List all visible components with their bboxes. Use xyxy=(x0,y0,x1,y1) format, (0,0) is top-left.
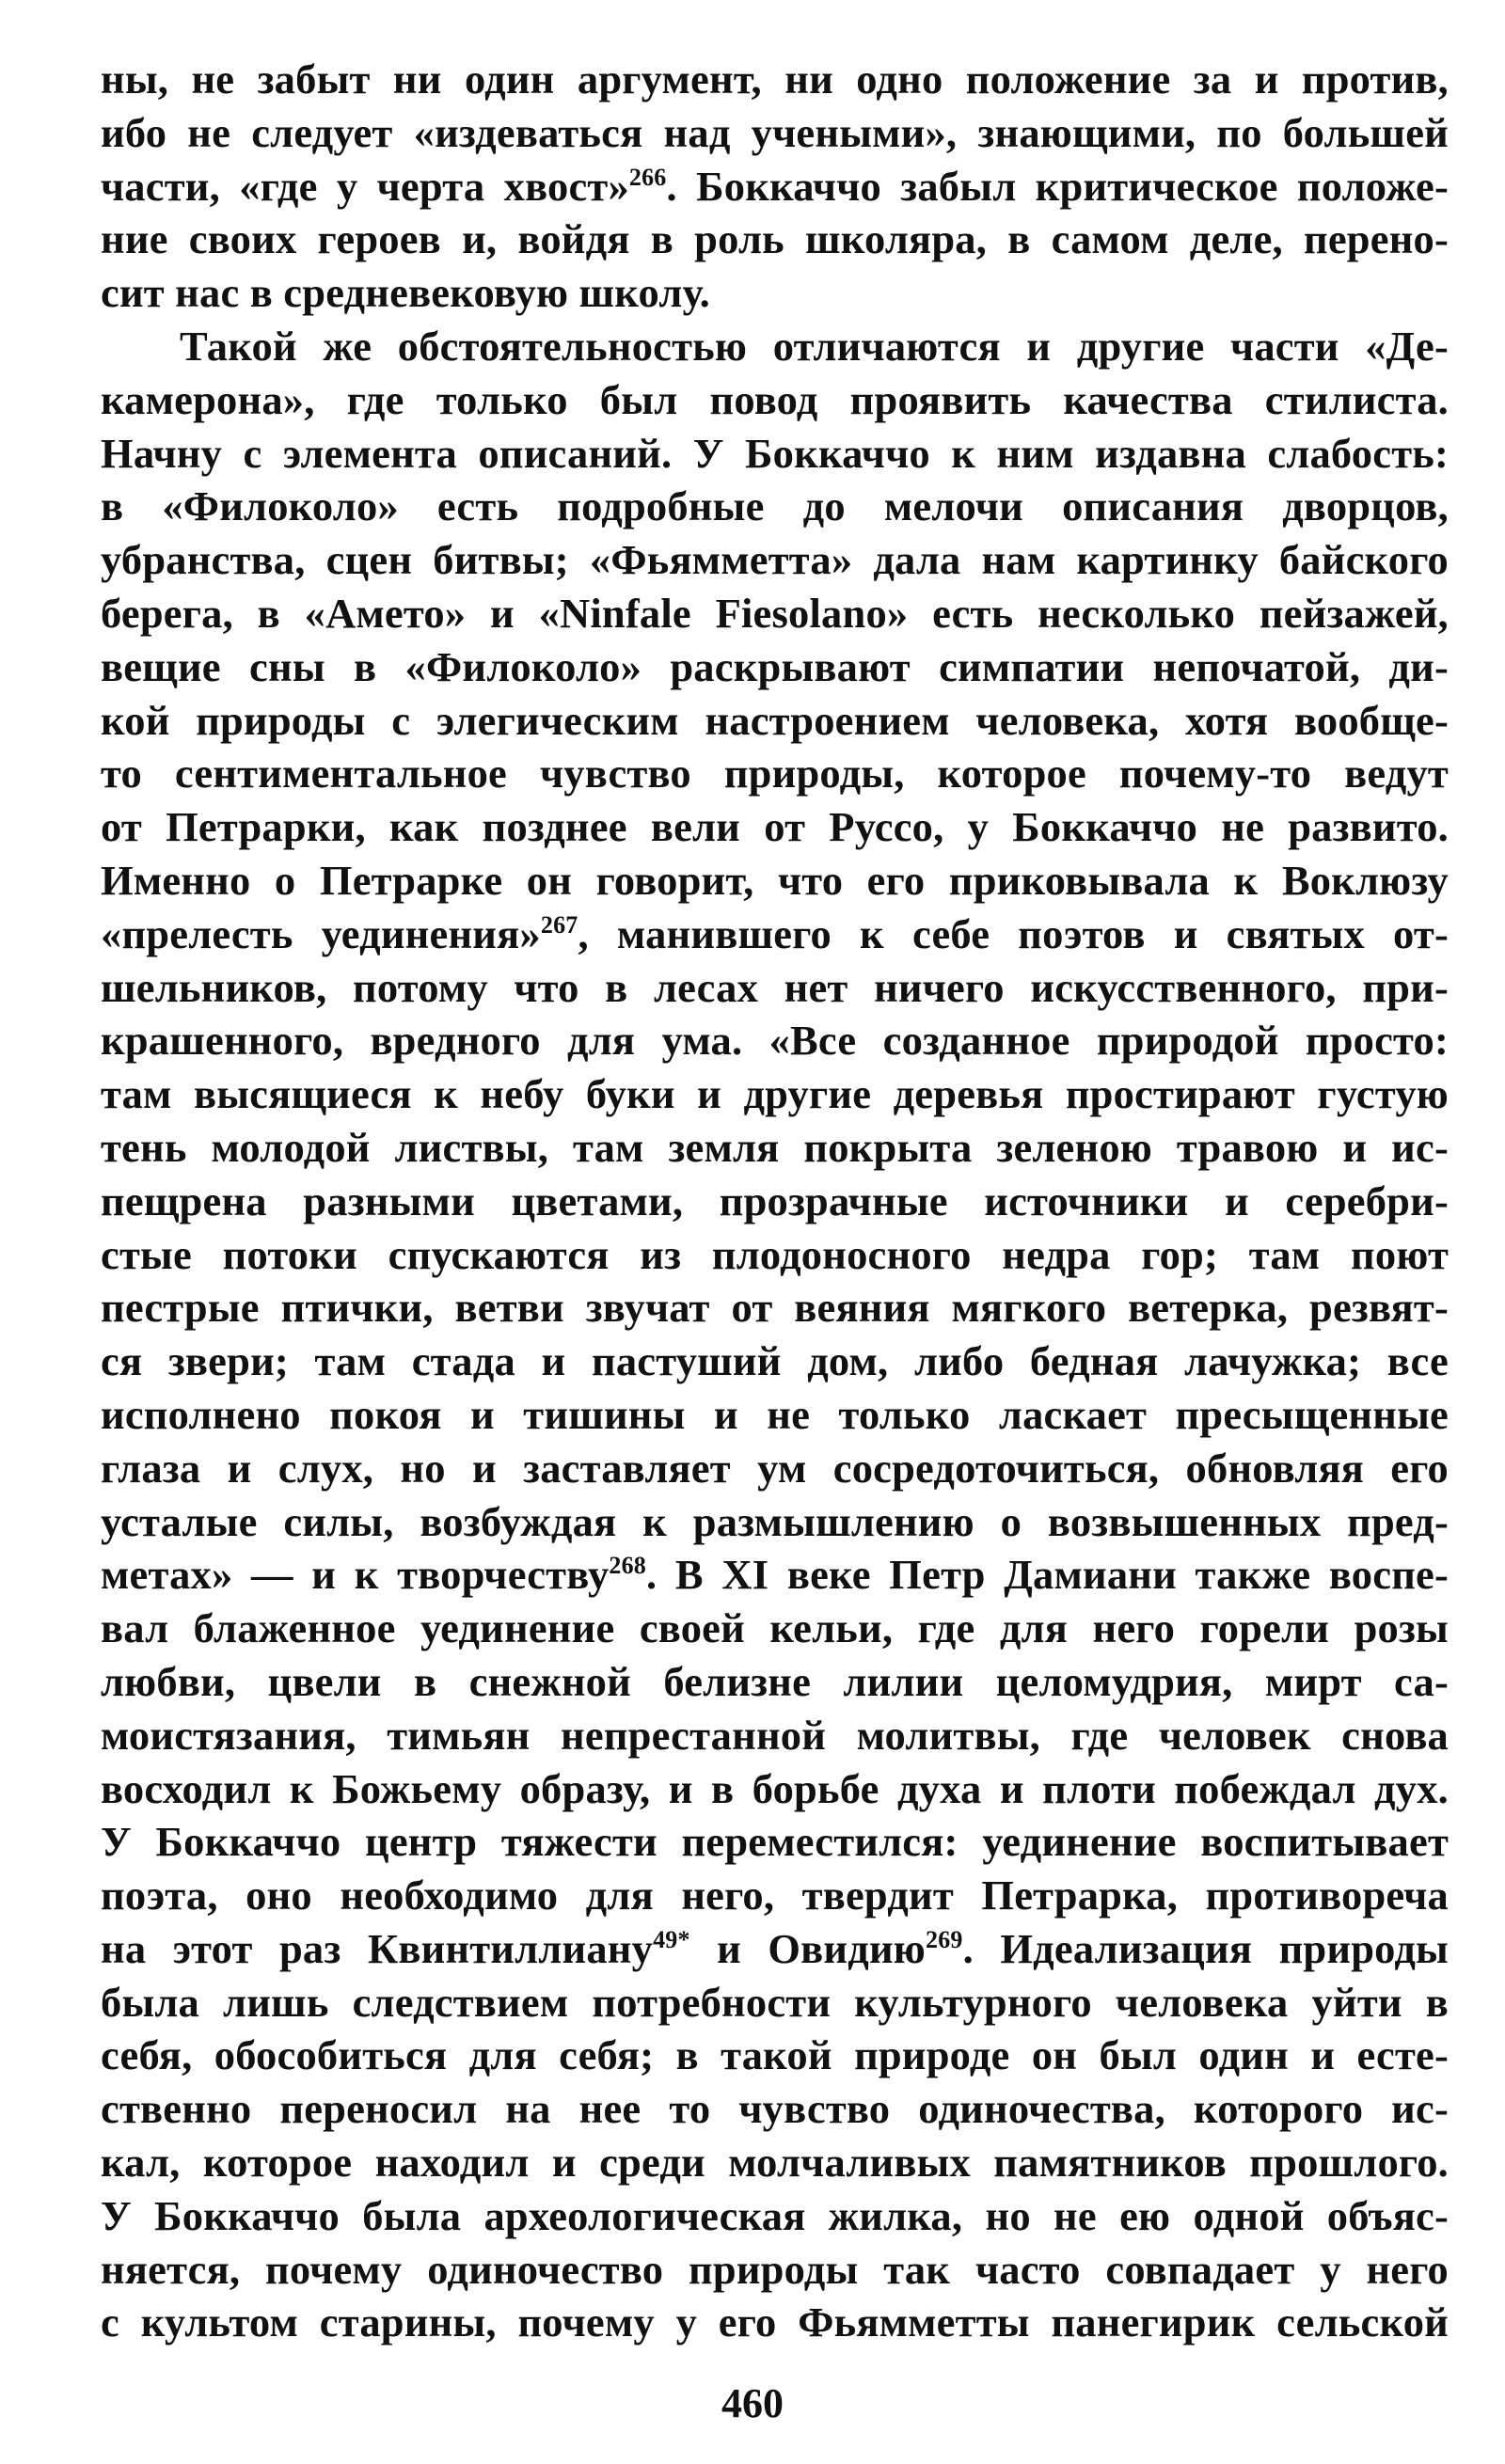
text-line: няется, почему одиночество природы так часто совпадает у него xyxy=(101,2245,1449,2293)
line-text: и Овидию xyxy=(689,1924,926,1972)
footnote-ref: 49* xyxy=(653,1926,690,1954)
text-line: ственно переносил на нее то чувство одиночества, которого ис- xyxy=(101,2085,1449,2133)
line-text: части, «где у черта хвост» xyxy=(101,162,629,210)
text-line: с культом старины, почему у его Фьямметты панегирик сельской xyxy=(101,2298,1449,2346)
text-line: кой природы с элегическим настроением человека, хотя вообще- xyxy=(101,696,1449,744)
text-line: стые потоки спускаются из плодоносного недра гор; там поют xyxy=(101,1230,1449,1278)
text-line: пестрые птички, ветви звучат от веяния мягкого ветерка, резвят- xyxy=(101,1284,1449,1332)
text-line: Начну с элемента описаний. У Боккаччо к ним издавна слабость: xyxy=(101,429,1449,477)
text-line: глаза и слух, но и заставляет ум сосредоточиться, обновляя его xyxy=(101,1444,1449,1492)
footnote-ref: 267 xyxy=(540,910,578,939)
text-line: вал блаженное уединение своей кельи, где для него горели розы xyxy=(101,1604,1449,1652)
text-line: сит нас в средневековую школу. xyxy=(101,269,710,317)
text-line: тень молодой листвы, там земля покрыта зеленою травою и ис- xyxy=(101,1123,1449,1171)
text-body xyxy=(101,53,1449,2349)
text-line: любви, цвели в снежной белизне лилии целомудрия, мирт са- xyxy=(101,1657,1449,1705)
text-line: пещрена разными цветами, прозрачные источники и серебри- xyxy=(101,1177,1449,1224)
text-line: берега, в «Амето» и «Ninfale Fiesolano» есть несколько пейзажей, xyxy=(101,589,1449,637)
text-line: себя, обособиться для себя; в такой природе он был один и есте- xyxy=(101,2031,1449,2079)
line-text: . Боккаччо забыл критическое положе- xyxy=(666,162,1449,210)
text-line xyxy=(101,908,1449,961)
page-number: 460 xyxy=(721,2380,784,2426)
text-line: была лишь следствием потребности культурного человека уйти в xyxy=(101,1978,1449,2026)
text-line: в «Филоколо» есть подробные до мелочи описания дворцов, xyxy=(101,482,1449,530)
footnote-ref: 266 xyxy=(628,163,667,191)
text-line: камерона», где только был повод проявить качества стилиста. xyxy=(101,375,1449,423)
text-line xyxy=(101,1922,1449,1976)
text-line: ся звери; там стада и пастуший дом, либо бедная лачужка; все xyxy=(101,1337,1449,1385)
text-line: то сентиментальное чувство природы, которое почему-то ведут xyxy=(101,750,1449,798)
text-line: ибо не следует «издеваться над учеными», знающими, по большей xyxy=(101,108,1449,156)
footnote-ref: 269 xyxy=(926,1926,963,1954)
text-line: ны, не забыт ни один аргумент, ни одно положение за и против, xyxy=(101,55,1449,103)
text-line: восходил к Божьему образу, и в борьбе духа и плоти побеждал дух. xyxy=(101,1764,1449,1812)
text-line: Именно о Петрарке он говорит, что его приковывала к Воклюзу xyxy=(101,856,1449,904)
text-line: поэта, оно необходимо для него, твердит Петрарка, противореча xyxy=(101,1872,1449,1919)
text-line: там высящиеся к небу буки и другие деревья простирают густую xyxy=(101,1070,1449,1118)
line-text: метах» — и к творчеству xyxy=(101,1551,610,1599)
line-text: на этот раз Квинтиллиану xyxy=(101,1924,654,1972)
line-text: «прелесть уединения» xyxy=(101,909,541,957)
text-line: Такой же обстоятельностью отличаются и другие части «Де- xyxy=(180,322,1449,370)
text-line: кал, которое находил и среди молчаливых памятников прошлого. xyxy=(101,2139,1449,2187)
text-line: усталые силы, возбуждая к размышлению о возвышенных пред- xyxy=(101,1497,1449,1545)
text-line: крашенного, вредного для ума. «Все созданное природой просто: xyxy=(101,1017,1449,1065)
text-line: моистязания, тимьян непрестанной молитвы, где человек снова xyxy=(101,1711,1449,1759)
footnote-ref: 268 xyxy=(609,1552,647,1580)
text-line xyxy=(101,160,1449,213)
text-line: от Петрарки, как позднее вели от Руссо, у Боккаччо не развито. xyxy=(101,803,1449,851)
text-line: шельников, потому что в лесах нет ничего искусственного, при- xyxy=(101,963,1449,1011)
text-line xyxy=(101,1548,1449,1602)
text-line: ние своих героев и, войдя в роль школяра, в самом деле, перено- xyxy=(101,215,1449,263)
line-text: , манившего к себе поэтов и святых от- xyxy=(578,909,1449,957)
text-line: исполнено покоя и тишины и не только ласкает пресыщенные xyxy=(101,1390,1449,1438)
text-line: убранства, сцен битвы; «Фьямметта» дала нам картинку байского xyxy=(101,536,1449,584)
text-line: У Боккаччо была археологическая жилка, но не ею одной объяс- xyxy=(101,2191,1449,2239)
text-line: У Боккаччо центр тяжести переместился: уединение воспитывает xyxy=(101,1818,1449,1866)
text-line: вещие сны в «Филоколо» раскрывают симпатии непочатой, ди- xyxy=(101,642,1449,690)
line-text: . Идеализация природы xyxy=(962,1924,1449,1972)
line-text: . В XI веке Петр Дамиани также воспе- xyxy=(646,1551,1449,1599)
